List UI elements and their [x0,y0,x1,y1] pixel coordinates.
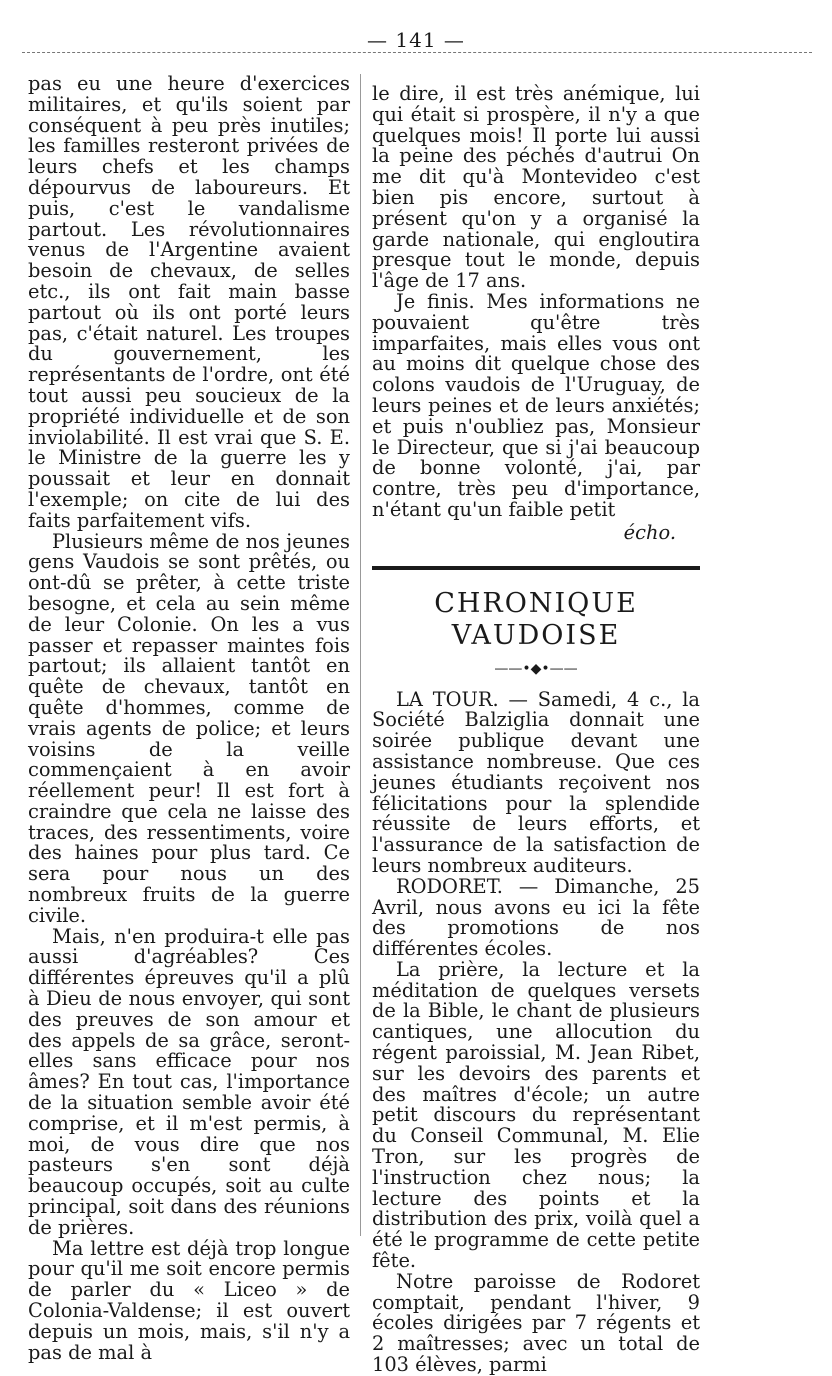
paragraph: Notre paroisse de Rodoret comptait, pendant l'hiver, 9 écoles dirigées par 7 régents et 2 maîtresses; avec un total de 103 élèves, parmi [372,1269,700,1376]
section-title: CHRONIQUE VAUDOISE [434,587,638,651]
right-column [372,84,700,1376]
paragraph: Plusieurs même de nos jeunes gens Vaudois se sont prêtés, ou ont-dû se prêter, à cette triste besogne, et cela au sein même de leur Colonie. On les a vus passer et repasser maintes fois partout; ils allaient tantôt en quête de chevaux, tantôt en quête d'hommes, comme de vrais agents de police; et leurs voisins de la veille commençaient à en avoir réellement peur! Il est fort à craindre que cela ne laisse des traces, des ressentiments, voire des haines pour plus tard. Ce sera pour nous un des nombreux fruits de la guerre civile. [28,529,350,927]
paragraph: Mais, n'en produira-t elle pas aussi d'agréables? Ces différentes épreuves qu'il a plû à Dieu de nous envoyer, qui sont des preuves de son amour et des appels de sa grâce, seront-elles sans efficace pour nos âmes? En tout cas, l'importance de la situation semble avoir été comprise, et il m'est permis, à moi, de vous dire que nos pasteurs s'en sont déjà beaucoup occupés, soit au culte principal, soit dans des réunions de prières. [28,924,350,1239]
paragraph: pas eu une heure d'exercices militaires, et qu'ils soient par conséquent à peu près inutiles; les familles resteront privées de leurs chefs et les champs dépourvus de laboureurs. Et puis, c'est le vandalisme partout. Les révolutionnaires venus de l'Argentine avaient besoin de chevaux, de selles etc., ils ont fait main basse partout où ils ont porté leurs pas, c'était naturel. Les troupes du gouvernement, les représentants de l'ordre, ont été tout aussi peu soucieux de la propriété individuelle et de son inviolabilité. Il est vrai que S. E. le Ministre de la guerre les y poussait et leur en donnait l'exemple; on cite de lui des faits parfaitement vifs. [28,72,350,532]
signature: écho. [623,520,676,544]
section-rule [372,566,700,570]
news-item-la-tour: LA TOUR. — Samedi, 4 c., la Société Balziglia donnait une soirée publique devant une assistance nombreuse. Que ces jeunes étudiants reçoivent nos félicitations pour la splendide réussite de leurs efforts, et l'assurance de la satisfaction de leurs nombreux auditeurs. [372,687,700,877]
column-divider [360,74,361,1236]
ornament-divider: ——•◆•—— [494,660,578,677]
paragraph: La prière, la lecture et la méditation de quelques versets de la Bible, le chant de plusieurs cantiques, une allocution du régent paroissial, M. Jean Ribet, sur les devoirs des parents et des maîtres d'école; un autre petit discours du représentant du Conseil Communal, M. Elie Tron, sur les progrès de l'instruction chez nous; la lecture des points et la distribution des prix, voilà quel a été le programme de cette petite fête. [372,957,700,1273]
header-rule [22,52,812,53]
news-item-rodoret: RODORET. — Dimanche, 25 Avril, nous avons eu ici la fête des promotions de nos différentes écoles. [372,874,700,961]
left-column [28,74,350,1363]
page-number: — 141 — [367,28,465,52]
paragraph: Ma lettre est déjà trop longue pour qu'il me soit encore permis de parler du « Liceo » de Colonia-Valdense; il est ouvert depuis un mois, mais, s'il n'y a pas de mal à [28,1236,350,1364]
paragraph: le dire, il est très anémique, lui qui était si prospère, il n'y a que quelques mois! Il porte lui aussi la peine des péchés d'autrui On me dit qu'à Montevideo c'est bien pis encore, surtout à présent qu'on y a organisé la garde nationale, qui engloutira presque tout le monde, depuis l'âge de 17 ans. [372,82,700,293]
paragraph: Je finis. Mes informations ne pouvaient qu'être très imparfaites, mais elles vous ont au moins dit quelque chose des colons vaudois de l'Uruguay, de leurs peines et de leurs anxiétés; et puis n'oubliez pas, Monsieur le Directeur, que si j'ai beaucoup de bonne volonté, j'ai, par contre, très peu d'importance, n'étant qu'un faible petit [372,289,700,521]
